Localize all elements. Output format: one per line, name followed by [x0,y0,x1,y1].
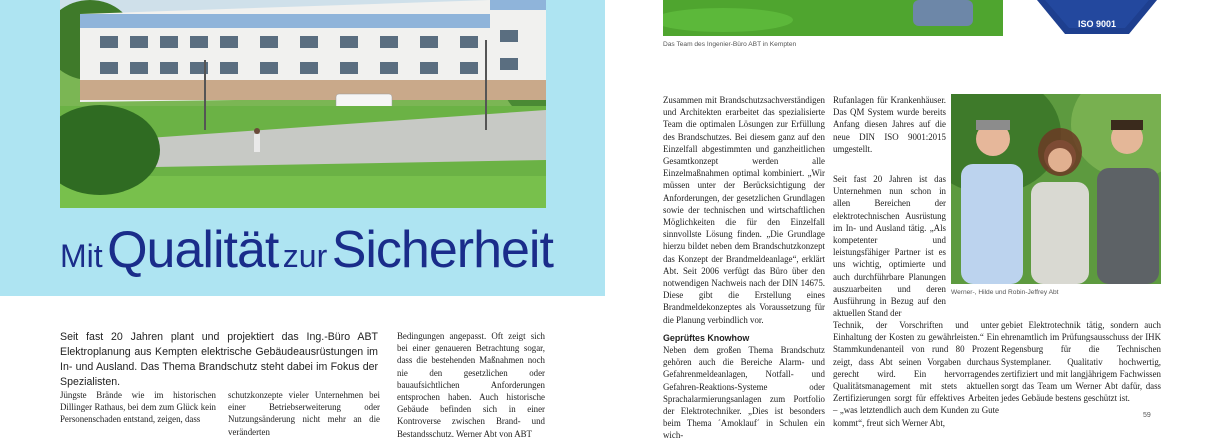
iso-badge [1033,0,1161,36]
left-column-1: Jüngste Brände wie im historischen Dillinger Rathaus, bei dem zum Glück kein Personenschaden entstand, zeigen, dass [60,390,216,425]
right-page [605,0,1210,441]
headline-word-2: Qualität [107,221,279,279]
subheading-knowhow: Geprüftes Knowhow [663,332,750,343]
page-number: 59 [1143,412,1151,419]
iso-label: ISO 9001 [1077,19,1117,29]
portrait-caption: Werner-, Hilde und Robin-Jeffrey Abt [951,289,1059,296]
right-column-2c: Technik, der Vorschriften und unter Einhaltung der Kosten zu gewährleisten.“ Ein Stammkundenanteil von rund 80 Prozent zeigt, dass Abt seinen Vorgaben durchaus gerecht wird. Ein hervorragendes Qualitätsmanagement mit stets aktuellen Zertifizierungen sorgt für effektives Arbeiten – „was letztendlich auch dem Kunden zu Gute kommt“, freut sich Werner Abt, [833,320,999,428]
left-column-3: Bedingungen angepasst. Oft zeigt sich bei einer genaueren Betrachtung sogar, dass die bestehenden Maßnahmen noch nie den gesetzlichen oder bauaufsichtlichen Anforderungen entsprochen haben. Auch historische Gebäude befinden sich in einer Kontroverse zwischen Brand- und Bestandsschutz. Werner Abt von ABT [397,331,545,439]
building-photo [60,0,546,208]
team-portrait-photo [951,94,1161,284]
right-column-2: Rufanlagen für Krankenhäuser. Das QM System wurde bereits Anfang diesen Jahres auf die neue DIN ISO 9001:2015 umgestellt. [833,95,946,154]
headline [60,220,600,290]
team-photo-top [663,0,1003,36]
top-photo-caption: Das Team des Ingenier-Büro ABT in Kempten [663,41,797,48]
headline-word-1: Mit [60,238,103,274]
headline-word-3: zur [282,238,328,274]
headline-word-4: Sicherheit [331,221,553,279]
right-column-3: gebiet Elektrotechnik tätig, sondern auch ehrenamtlich im Prüfungsausschuss der IHK Regensburg für die Technischen Systemplaner. Qualitativ hochwertig, zertifiziert und mit langjährigem Fachwissen sorgt das Team um Werner Abt dafür, dass jedes Gebäude bestens geschützt ist. [1001,320,1161,404]
left-column-2: schutzkonzepte vieler Unternehmen bei einer Betriebserweiterung oder Nutzungsänderung nicht mehr an die veränderten [228,390,380,437]
right-column-1 [663,94,825,442]
intro-paragraph: Seit fast 20 Jahren plant und projektiert das Ing.-Büro ABT Elektroplanung aus Kempten elektrische Gebäudeausrüstungen im In- und Ausland. Das Thema Brandschutz steht dabei im Fokus der Spezialisten. [60,331,378,388]
right-column-1-text-b: Neben dem großen Thema Brandschutz gehören auch die Bereiche Alarm- und Gefahrenmeldeanlagen, Notfall- und Gefahren-Reaktions-Systeme oder Sprachalarmierungsanlagen zum Portfolio der Elektrotechniker. „Dies ist besonders beim Thema ´Amoklauf´ in Schulen ein wich- [663,345,825,441]
right-column-2b: Seit fast 20 Jahren ist das Unternehmen nun schon in allen Bereichen der elektrotechnischen Ausrüstung im In- und Ausland tätig. „Als kompetenter und leistungsfähiger Partner ist es uns wichtig, optimierte und auch durchführbare Planungen auszuarbeiten und deren Ausführung in Bezug auf den aktuellen Stand der [833,174,946,319]
left-page [0,0,605,439]
right-column-1-text: Zusammen mit Brandschutzsachverständigen und Architekten erarbeitet das spezialisierte Team die optimalen Lösungen zur Erfüllung des Brandschutzes. Bei diesem ganz auf den Einzelfall abgestimmten und ganzheitlichen Gesamtkonzept werden alle Einzelmaßnahmen optimal kombiniert. „Wir müssen unter der Berücksichtigung der Anforderungen, der gesetzlichen Grundlagen sowie der technischen und wirtschaftlichen Möglichkeiten die für den Einzelfall sinnvollste Lösung finden. „Die Grundlage hierzu bildet neben dem Brandschutzkonzept das Konzept der Brandmeldeanlage“, erklärt Abt. Seit 2006 verfügt das Büro über den notwendigen Nachweis nach der DIN 14675. Diese gibt die Erstellung eines Brandmeldekonzeptes als Voraussetzung für die Planung verbindlich vor. [663,95,825,325]
